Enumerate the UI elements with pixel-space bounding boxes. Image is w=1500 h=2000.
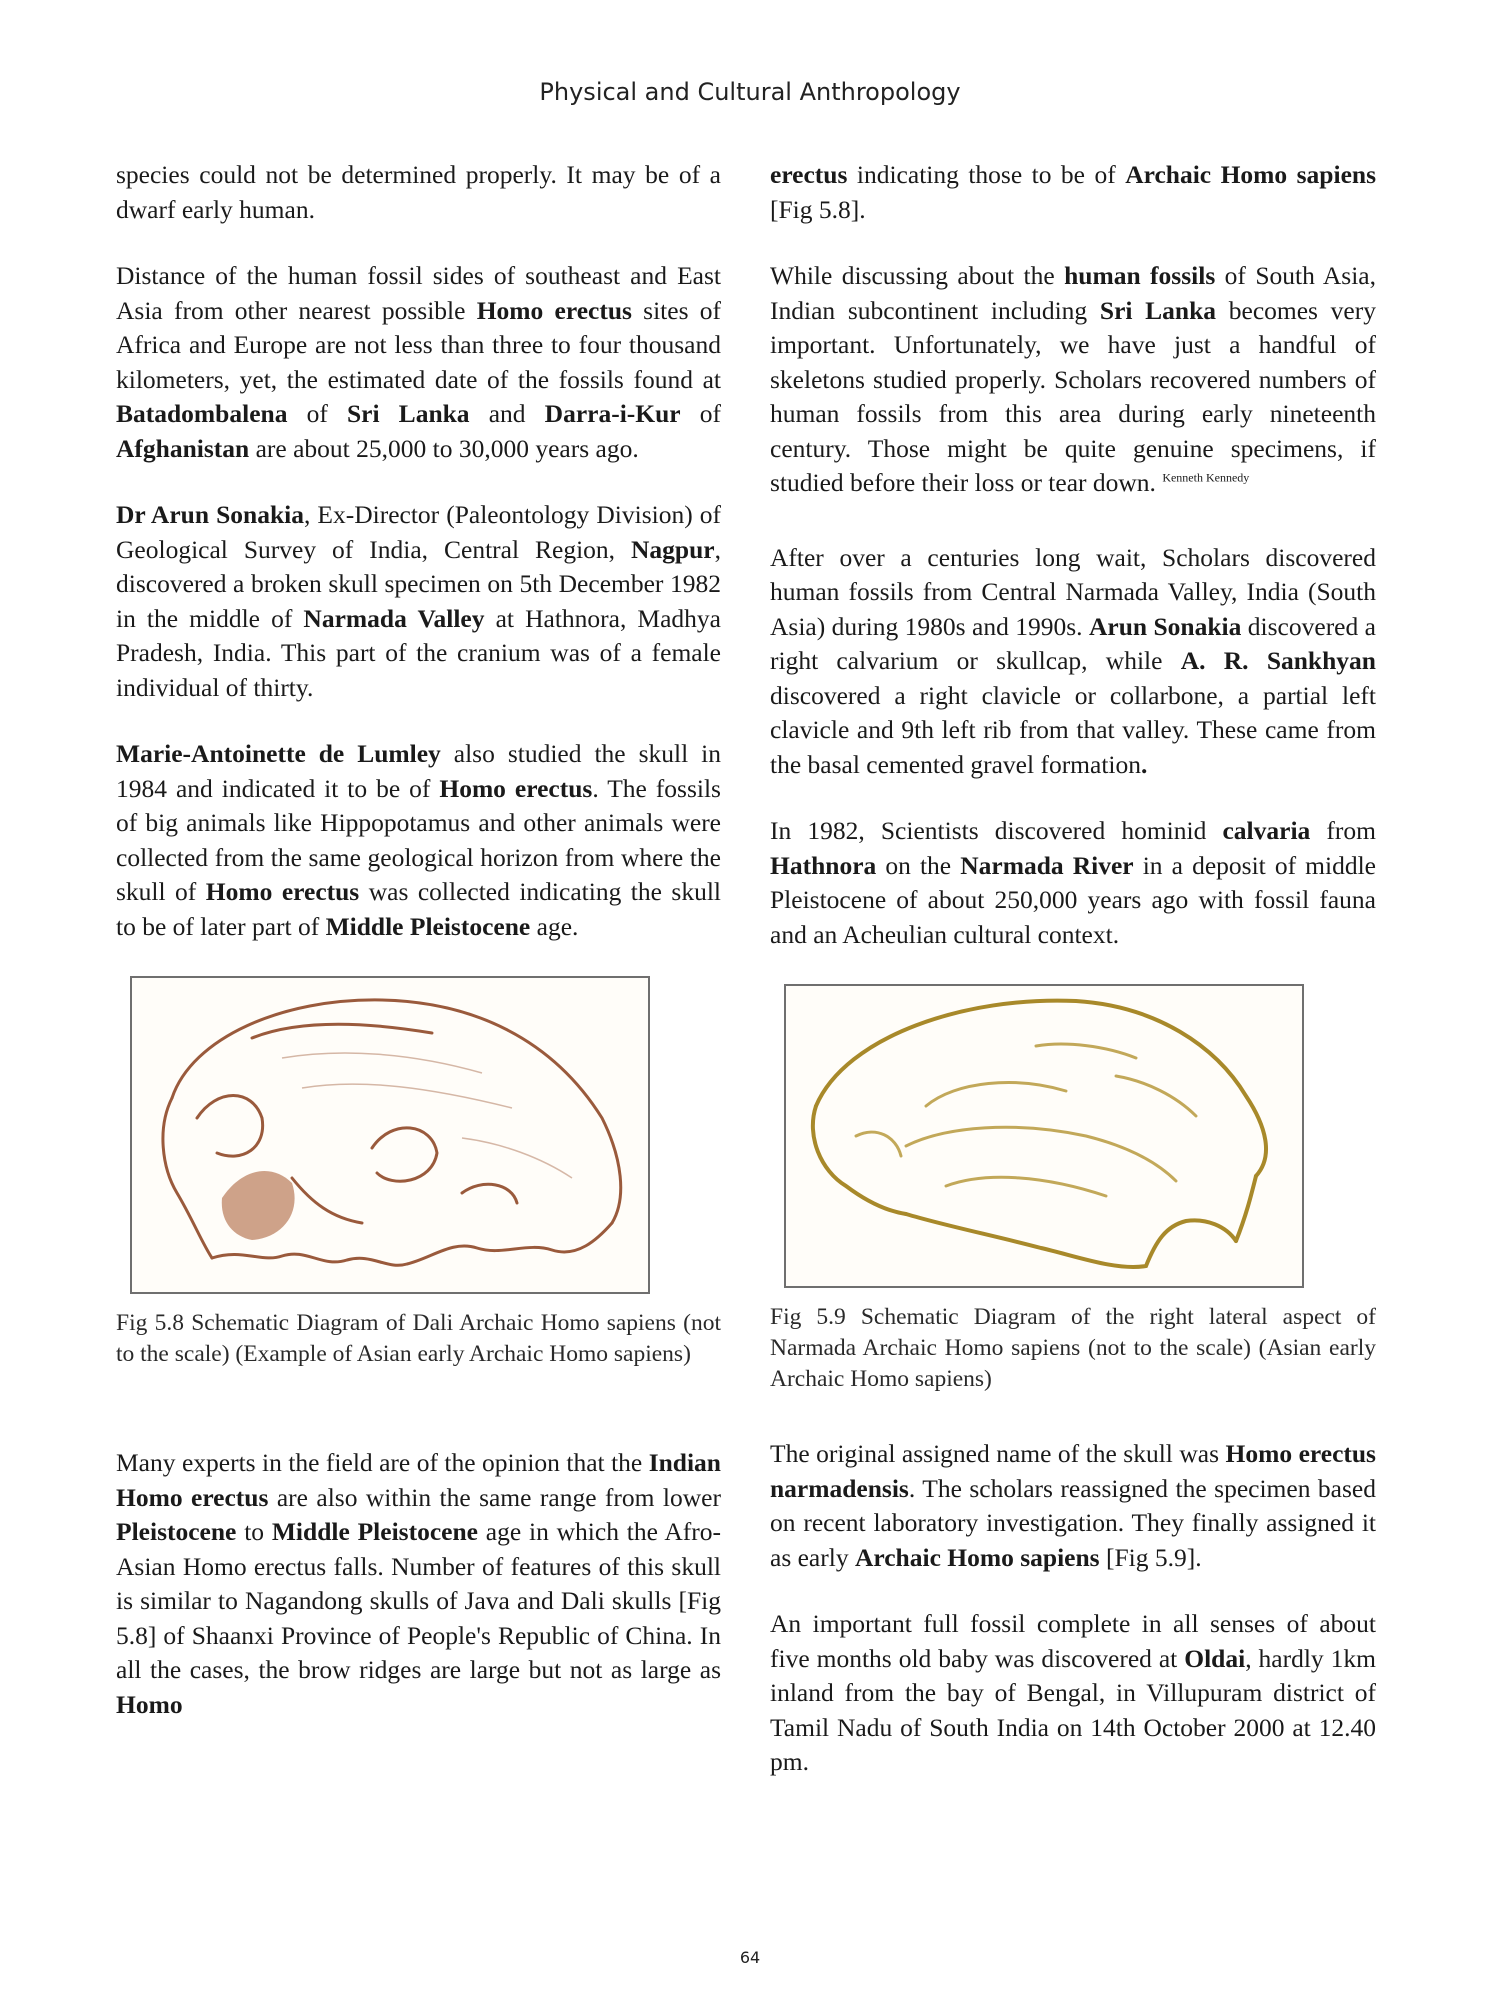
- page-number: 64: [739, 1948, 761, 1967]
- paragraph-right-1: erectus indicating those to be of Archaic Homo sapiens [Fig 5.8].: [770, 160, 1376, 224]
- paragraph-right-3: After over a centuries long wait, Scholars discovered human fossils from Central Narmada Valley, India (South Asia) during 1980s and 1990s. Arun Sonakia discovered a right calvarium or skullcap, while A. R. Sankhyan discovered a right clavicle or collarbone, a partial left clavicle and 9th left rib from that valley. These came from the basal cemented gravel formation.: [770, 542, 1376, 779]
- dali-skull-sketch: [132, 978, 648, 1292]
- paragraph-left-2: Distance of the human fossil sides of southeast and East Asia from other nearest possible Homo erectus sites of Africa and Europe are not less than three to four thousand kilometers, yet, the estimated date of the fossils found at Batadombalena of Sri Lanka and Darra-i-Kur of Afghanistan are about 25,000 to 30,000 years ago.: [116, 261, 721, 463]
- paragraph-right-6: An important full fossil complete in all senses of about five months old baby was discovered at Oldai, hardly 1km inland from the bay of Bengal, in Villupuram district of Tamil Nadu of South India on 14th October 2000 at 12.40 pm.: [770, 1609, 1376, 1776]
- figure-5-8-caption: Fig 5.8 Schematic Diagram of Dali Archaic Homo sapiens (not to the scale) (Example of Asian early Archaic Homo sapiens): [116, 1310, 721, 1367]
- right-column: [770, 158, 1376, 1812]
- narmada-skull-sketch: [786, 986, 1302, 1286]
- paragraph-right-5: The original assigned name of the skull was Homo erectus narmadensis. The scholars reassigned the specimen based on recent laboratory investigation. They finally assigned it as early Archaic Homo sapiens [Fig 5.9].: [770, 1439, 1376, 1572]
- figure-5-8: [116, 976, 721, 1294]
- paragraph-left-1: species could not be determined properly. It may be of a dwarf early human.: [116, 160, 721, 224]
- running-header: Physical and Cultural Anthropology: [539, 78, 961, 106]
- figure-5-9: [770, 984, 1376, 1288]
- paragraph-left-5: Many experts in the field are of the opinion that the Indian Homo erectus are also within the same range from lower Pleistocene to Middle Pleistocene age in which the Afro-Asian Homo erectus falls. Number of features of this skull is similar to Nagandong skulls of Java and Dali skulls [Fig 5.8] of Shaanxi Province of People's Republic of China. In all the cases, the brow ridges are large but not as large as Homo: [116, 1448, 721, 1719]
- narmada-skull-image: [784, 984, 1304, 1288]
- figure-5-9-caption: Fig 5.9 Schematic Diagram of the right lateral aspect of Narmada Archaic Homo sapiens (not to the scale) (Asian early Archaic Homo sapiens): [770, 1304, 1376, 1392]
- dali-skull-image: [130, 976, 650, 1294]
- paragraph-left-3: Dr Arun Sonakia, Ex-Director (Paleontology Division) of Geological Survey of India, Central Region, Nagpur, discovered a broken skull specimen on 5th December 1982 in the middle of Narmada Valley at Hathnora, Madhya Pradesh, India. This part of the cranium was of a female individual of thirty.: [116, 500, 721, 702]
- paragraph-right-2: While discussing about the human fossils of South Asia, Indian subcontinent including Sri Lanka becomes very important. Unfortunately, we have just a handful of skeletons studied properly. Scholars recovered numbers of human fossils from this area during early nineteenth century. Those might be quite genuine specimens, if studied before their loss or tear down. $^{Kenneth Kennedy}$: [770, 261, 1377, 497]
- paragraph-right-4: In 1982, Scientists discovered hominid calvaria from Hathnora on the Narmada River in a deposit of middle Pleistocene of about 250,000 years ago with fossil fauna and an Acheulian cultural context.: [770, 816, 1376, 949]
- paragraph-left-4: Marie-Antoinette de Lumley also studied the skull in 1984 and indicated it to be of Homo erectus. The fossils of big animals like Hippopotamus and other animals were collected from the same geological horizon from where the skull of Homo erectus was collected indicating the skull to be of later part of Middle Pleistocene age.: [116, 739, 721, 941]
- left-column: [116, 158, 721, 1754]
